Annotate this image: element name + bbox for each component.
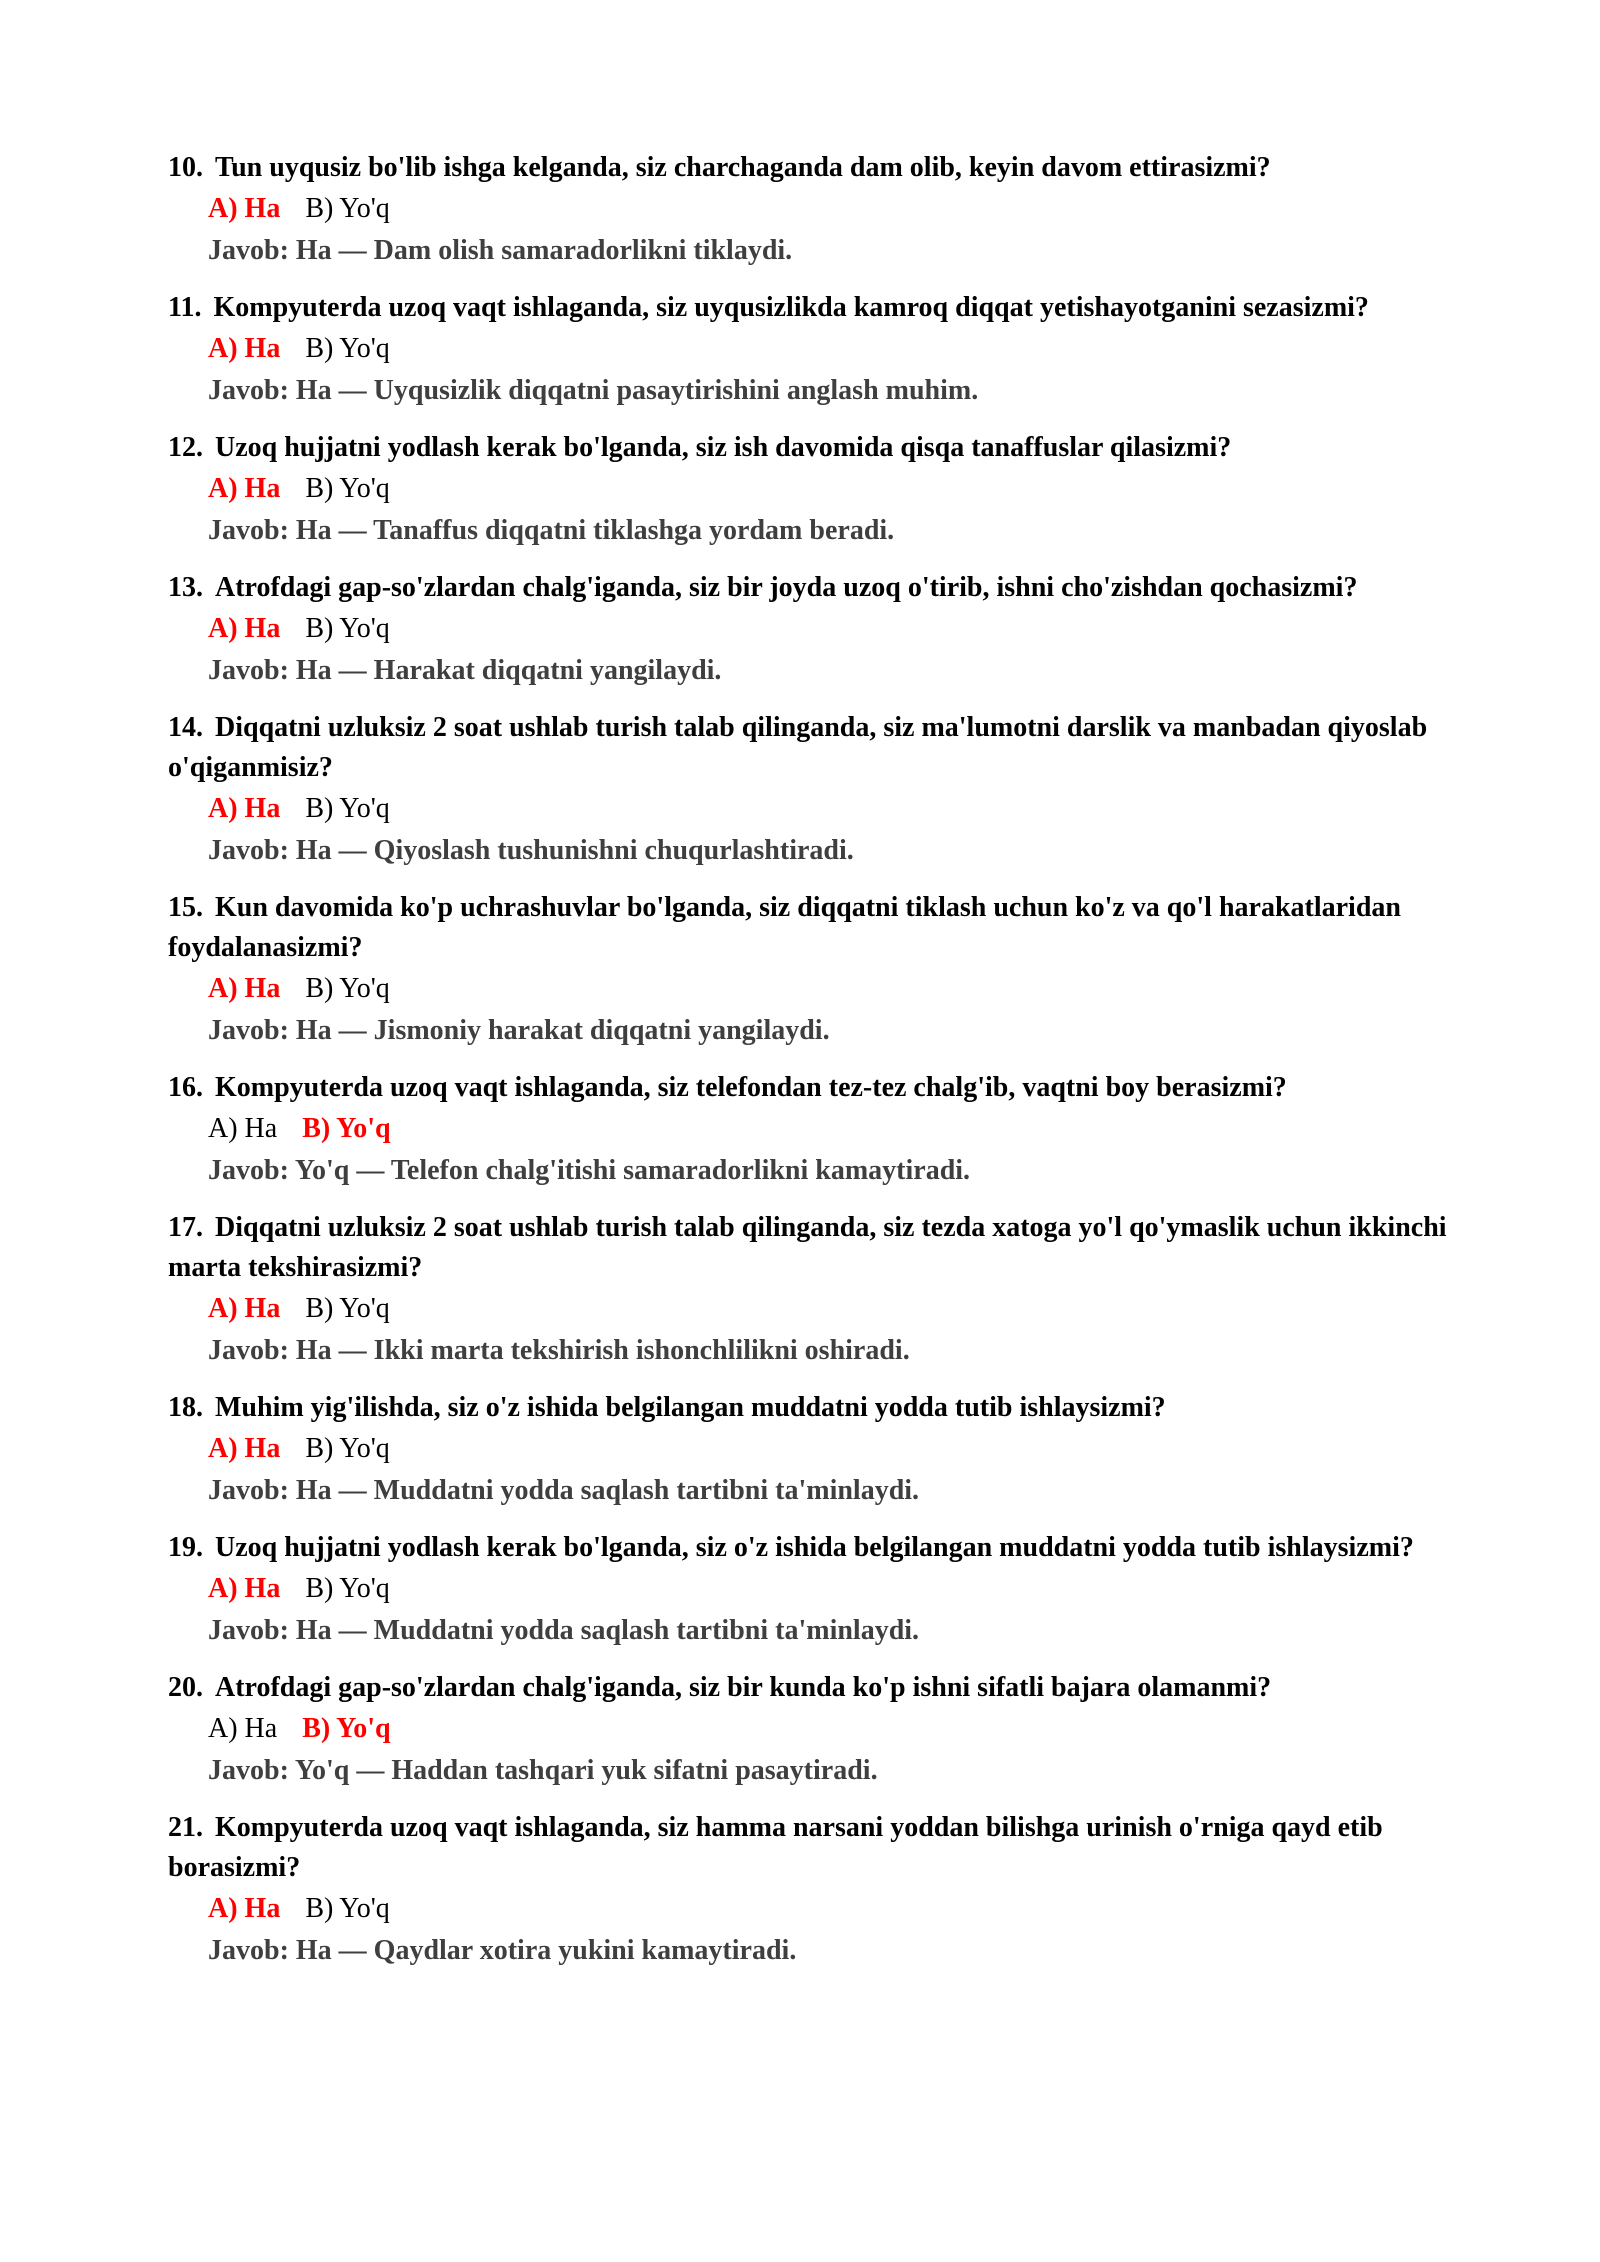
answer-options (208, 1428, 1450, 1470)
question-text (168, 288, 1450, 328)
question-prompt: Atrofdagi gap-so'zlardan chalg'iganda, siz bir kunda ko'p ishni sifatli bajara olamanmi? (215, 1672, 1272, 1703)
question-prompt: Diqqatni uzluksiz 2 soat ushlab turish talab qilinganda, siz ma'lumotni darslik va manbadan qiyoslab o'qiganmisiz? (168, 712, 1428, 783)
question-number: 18. (168, 1392, 203, 1423)
question-19 (168, 1528, 1450, 1652)
option-b[interactable]: B) Yo'q (302, 1113, 391, 1144)
question-10 (168, 148, 1450, 272)
answer-explanation: Javob: Ha — Muddatni yodda saqlash tartibni ta'minlaydi. (208, 1475, 920, 1506)
answer-options (208, 788, 1450, 830)
question-text (168, 568, 1450, 608)
question-text (168, 428, 1450, 468)
question-prompt: Diqqatni uzluksiz 2 soat ushlab turish talab qilinganda, siz tezda xatoga yo'l qo'ymaslik uchun ikkinchi marta tekshirasizmi? (168, 1212, 1447, 1283)
question-text (168, 1068, 1450, 1108)
question-text (168, 1668, 1450, 1708)
option-b[interactable]: B) Yo'q (302, 1713, 391, 1744)
question-14 (168, 708, 1450, 872)
answer-options (208, 608, 1450, 650)
option-b[interactable]: B) Yo'q (305, 1573, 390, 1604)
question-prompt: Tun uyqusiz bo'lib ishga kelganda, siz charchaganda dam olib, keyin davom ettirasizmi? (215, 152, 1271, 183)
answer-explanation: Javob: Yo'q — Haddan tashqari yuk sifatni pasaytiradi. (208, 1755, 878, 1786)
question-prompt: Uzoq hujjatni yodlash kerak bo'lganda, siz ish davomida qisqa tanaffuslar qilasizmi? (215, 432, 1232, 463)
question-prompt: Muhim yig'ilishda, siz o'z ishida belgilangan muddatni yodda tutib ishlaysizmi? (215, 1392, 1166, 1423)
answer-explanation: Javob: Ha — Qaydlar xotira yukini kamaytiradi. (208, 1935, 797, 1966)
option-b[interactable]: B) Yo'q (305, 613, 390, 644)
question-text (168, 888, 1450, 968)
question-number: 13. (168, 572, 203, 603)
option-b[interactable]: B) Yo'q (305, 473, 390, 504)
answer-explanation: Javob: Yo'q — Telefon chalg'itishi samaradorlikni kamaytiradi. (208, 1155, 971, 1186)
option-a[interactable]: A) Ha (208, 1713, 278, 1744)
question-15 (168, 888, 1450, 1052)
question-prompt: Kompyuterda uzoq vaqt ishlaganda, siz telefondan tez-tez chalg'ib, vaqtni boy berasizmi? (215, 1072, 1287, 1103)
question-prompt: Atrofdagi gap-so'zlardan chalg'iganda, siz bir joyda uzoq o'tirib, ishni cho'zishdan qochasizmi? (215, 572, 1358, 603)
option-b[interactable]: B) Yo'q (305, 193, 390, 224)
answer-options (208, 188, 1450, 230)
option-a[interactable]: A) Ha (208, 1293, 281, 1324)
question-prompt: Kompyuterda uzoq vaqt ishlaganda, siz uyqusizlikda kamroq diqqat yetishayotganini sezasizmi? (213, 292, 1369, 323)
answer-options (208, 468, 1450, 510)
option-a[interactable]: A) Ha (208, 1573, 281, 1604)
answer-explanation: Javob: Ha — Jismoniy harakat diqqatni yangilaydi. (208, 1015, 830, 1046)
question-16 (168, 1068, 1450, 1192)
question-11 (168, 288, 1450, 412)
answer-explanation: Javob: Ha — Ikki marta tekshirish ishonchlilikni oshiradi. (208, 1335, 910, 1366)
question-number: 14. (168, 712, 203, 743)
answer-explanation: Javob: Ha — Tanaffus diqqatni tiklashga yordam beradi. (208, 515, 895, 546)
answer-explanation: Javob: Ha — Harakat diqqatni yangilaydi. (208, 655, 722, 686)
option-b[interactable]: B) Yo'q (305, 793, 390, 824)
question-17 (168, 1208, 1450, 1372)
question-text (168, 1208, 1450, 1288)
option-a[interactable]: A) Ha (208, 1433, 281, 1464)
option-a[interactable]: A) Ha (208, 193, 281, 224)
answer-options (208, 1568, 1450, 1610)
answer-explanation: Javob: Ha — Dam olish samaradorlikni tiklaydi. (208, 235, 793, 266)
option-a[interactable]: A) Ha (208, 333, 281, 364)
question-number: 12. (168, 432, 203, 463)
question-prompt: Uzoq hujjatni yodlash kerak bo'lganda, siz o'z ishida belgilangan muddatni yodda tutib ishlaysizmi? (215, 1532, 1414, 1563)
question-number: 16. (168, 1072, 203, 1103)
question-text (168, 1388, 1450, 1428)
question-number: 17. (168, 1212, 203, 1243)
question-prompt: Kun davomida ko'p uchrashuvlar bo'lganda, siz diqqatni tiklash uchun ko'z va qo'l harakatlaridan foydalanasizmi? (168, 892, 1401, 963)
answer-options (208, 1888, 1450, 1930)
question-20 (168, 1668, 1450, 1792)
question-12 (168, 428, 1450, 552)
option-b[interactable]: B) Yo'q (305, 1433, 390, 1464)
question-number: 21. (168, 1812, 203, 1843)
option-b[interactable]: B) Yo'q (305, 1893, 390, 1924)
answer-options (208, 328, 1450, 370)
answer-explanation: Javob: Ha — Qiyoslash tushunishni chuqurlashtiradi. (208, 835, 854, 866)
option-b[interactable]: B) Yo'q (305, 1293, 390, 1324)
question-number: 15. (168, 892, 203, 923)
question-number: 19. (168, 1532, 203, 1563)
question-number: 10. (168, 152, 203, 183)
question-prompt: Kompyuterda uzoq vaqt ishlaganda, siz hamma narsani yoddan bilishga urinish o'rniga qayd etib borasizmi? (168, 1812, 1383, 1883)
option-a[interactable]: A) Ha (208, 613, 281, 644)
option-a[interactable]: A) Ha (208, 1113, 278, 1144)
question-text (168, 148, 1450, 188)
answer-options (208, 1288, 1450, 1330)
answer-options (208, 1108, 1450, 1150)
answer-options (208, 968, 1450, 1010)
option-b[interactable]: B) Yo'q (305, 973, 390, 1004)
question-text (168, 708, 1450, 788)
option-a[interactable]: A) Ha (208, 473, 281, 504)
answer-explanation: Javob: Ha — Uyqusizlik diqqatni pasaytirishini anglash muhim. (208, 375, 979, 406)
question-text (168, 1808, 1450, 1888)
question-text (168, 1528, 1450, 1568)
option-a[interactable]: A) Ha (208, 1893, 281, 1924)
question-13 (168, 568, 1450, 692)
option-b[interactable]: B) Yo'q (305, 333, 390, 364)
question-number: 20. (168, 1672, 203, 1703)
option-a[interactable]: A) Ha (208, 793, 281, 824)
question-21 (168, 1808, 1450, 1972)
option-a[interactable]: A) Ha (208, 973, 281, 1004)
question-number: 11. (168, 292, 202, 323)
answer-explanation: Javob: Ha — Muddatni yodda saqlash tartibni ta'minlaydi. (208, 1615, 920, 1646)
answer-options (208, 1708, 1450, 1750)
question-18 (168, 1388, 1450, 1512)
